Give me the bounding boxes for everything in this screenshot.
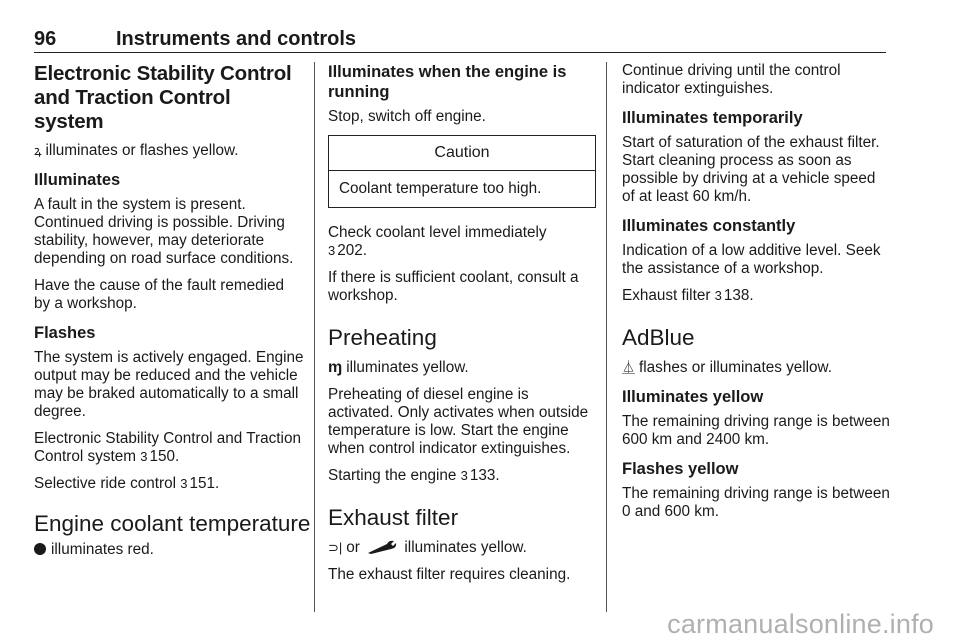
preheat-indicator-icon: ɱ: [328, 359, 343, 376]
engine-running-heading: Illuminates when the engine is running: [328, 63, 567, 101]
illuminates-constantly-heading: Illuminates constantly: [622, 217, 796, 235]
exhaust-filter-icon: ⊃|: [328, 540, 343, 555]
esc-section-title: Electronic Stability Control and Traction Control system: [34, 62, 292, 133]
flashes-yellow-heading: Flashes yellow: [622, 460, 739, 478]
illuminates-yellow-text: The remaining driving range is between 600 km and 2400 km.: [622, 413, 890, 448]
check-coolant-text: Check coolant level immediately 3 202.: [328, 224, 547, 259]
page-ref-icon: 3: [140, 449, 148, 464]
illuminates-temporarily-heading: Illuminates temporarily: [622, 109, 803, 127]
esc-indicator-icon: ꝝ: [34, 143, 42, 158]
watermark: carmanualsonline.info: [667, 609, 934, 639]
column-1: [34, 62, 311, 568]
exhaust-filter-reference: Exhaust filter 3 138.: [622, 287, 754, 304]
exhaust-intro: ⊃| or illuminates yellow.: [328, 539, 527, 556]
column-2: [328, 62, 596, 593]
preheating-text: Preheating of diesel engine is activated. Only activates when outside temperature is low. Start the engine when control indicator extinguishes.: [328, 386, 589, 457]
preheating-section-title: Preheating: [328, 325, 437, 350]
starting-reference: Starting the engine 3 133.: [328, 467, 500, 484]
adblue-indicator-icon: ⏅: [622, 360, 636, 375]
column-3: [622, 62, 890, 530]
flashes-text: The system is actively engaged. Engine output may be reduced and the vehicle may be braked automatically to a small degree.: [34, 349, 304, 420]
adblue-section-title: AdBlue: [622, 325, 695, 350]
illuminates-heading: Illuminates: [34, 171, 121, 189]
coolant-indicator-icon: [34, 543, 46, 555]
illuminates-yellow-heading: Illuminates yellow: [622, 388, 764, 406]
esc-reference: Electronic Stability Control and Traction Control system 3 150.: [34, 430, 301, 465]
flashes-heading: Flashes: [34, 324, 96, 342]
coolant-section-title: Engine coolant temperature: [34, 511, 311, 536]
page-ref-icon: 3: [328, 243, 336, 258]
sufficient-coolant-text: If there is sufficient coolant, consult a workshop.: [328, 269, 579, 304]
page-ref-icon: 3: [460, 468, 468, 483]
flashes-yellow-text: The remaining driving range is between 0 and 600 km.: [622, 485, 890, 520]
page-header: [34, 28, 886, 53]
continue-driving-text: Continue driving until the control indicator extinguishes.: [622, 62, 841, 97]
temporarily-text: Start of saturation of the exhaust filter. Start cleaning process as soon as possible by driving at a vehicle speed of at least 60 km/h.: [622, 134, 880, 205]
caution-text: Coolant temperature too high.: [339, 180, 542, 197]
exhaust-section-title: Exhaust filter: [328, 505, 459, 530]
ride-control-reference: Selective ride control 3 151.: [34, 475, 220, 492]
exhaust-text: The exhaust filter requires cleaning.: [328, 566, 571, 583]
caution-title: Caution: [329, 136, 595, 171]
illuminates-text: A fault in the system is present. Continued driving is possible. Driving stability, however, may deteriorate depending on road surface conditions.: [34, 196, 294, 267]
wrench-icon: [367, 540, 397, 554]
workshop-text: Have the cause of the fault remedied by a workshop.: [34, 277, 285, 312]
caution-box: [328, 135, 596, 208]
preheating-intro: ɱ illuminates yellow.: [328, 359, 469, 376]
page-number: 96: [34, 28, 57, 50]
stop-engine-text: Stop, switch off engine.: [328, 108, 486, 125]
constantly-text: Indication of a low additive level. Seek the assistance of a workshop.: [622, 242, 881, 277]
column-divider: [314, 62, 315, 612]
page-title: Instruments and controls: [116, 28, 357, 50]
page-ref-icon: 3: [714, 288, 722, 303]
esc-intro: ꝝ illuminates or flashes yellow.: [34, 142, 239, 159]
page-ref-icon: 3: [180, 476, 188, 491]
adblue-intro: ⏅ flashes or illuminates yellow.: [622, 359, 833, 376]
coolant-intro: illuminates red.: [34, 541, 304, 559]
column-divider: [606, 62, 607, 612]
